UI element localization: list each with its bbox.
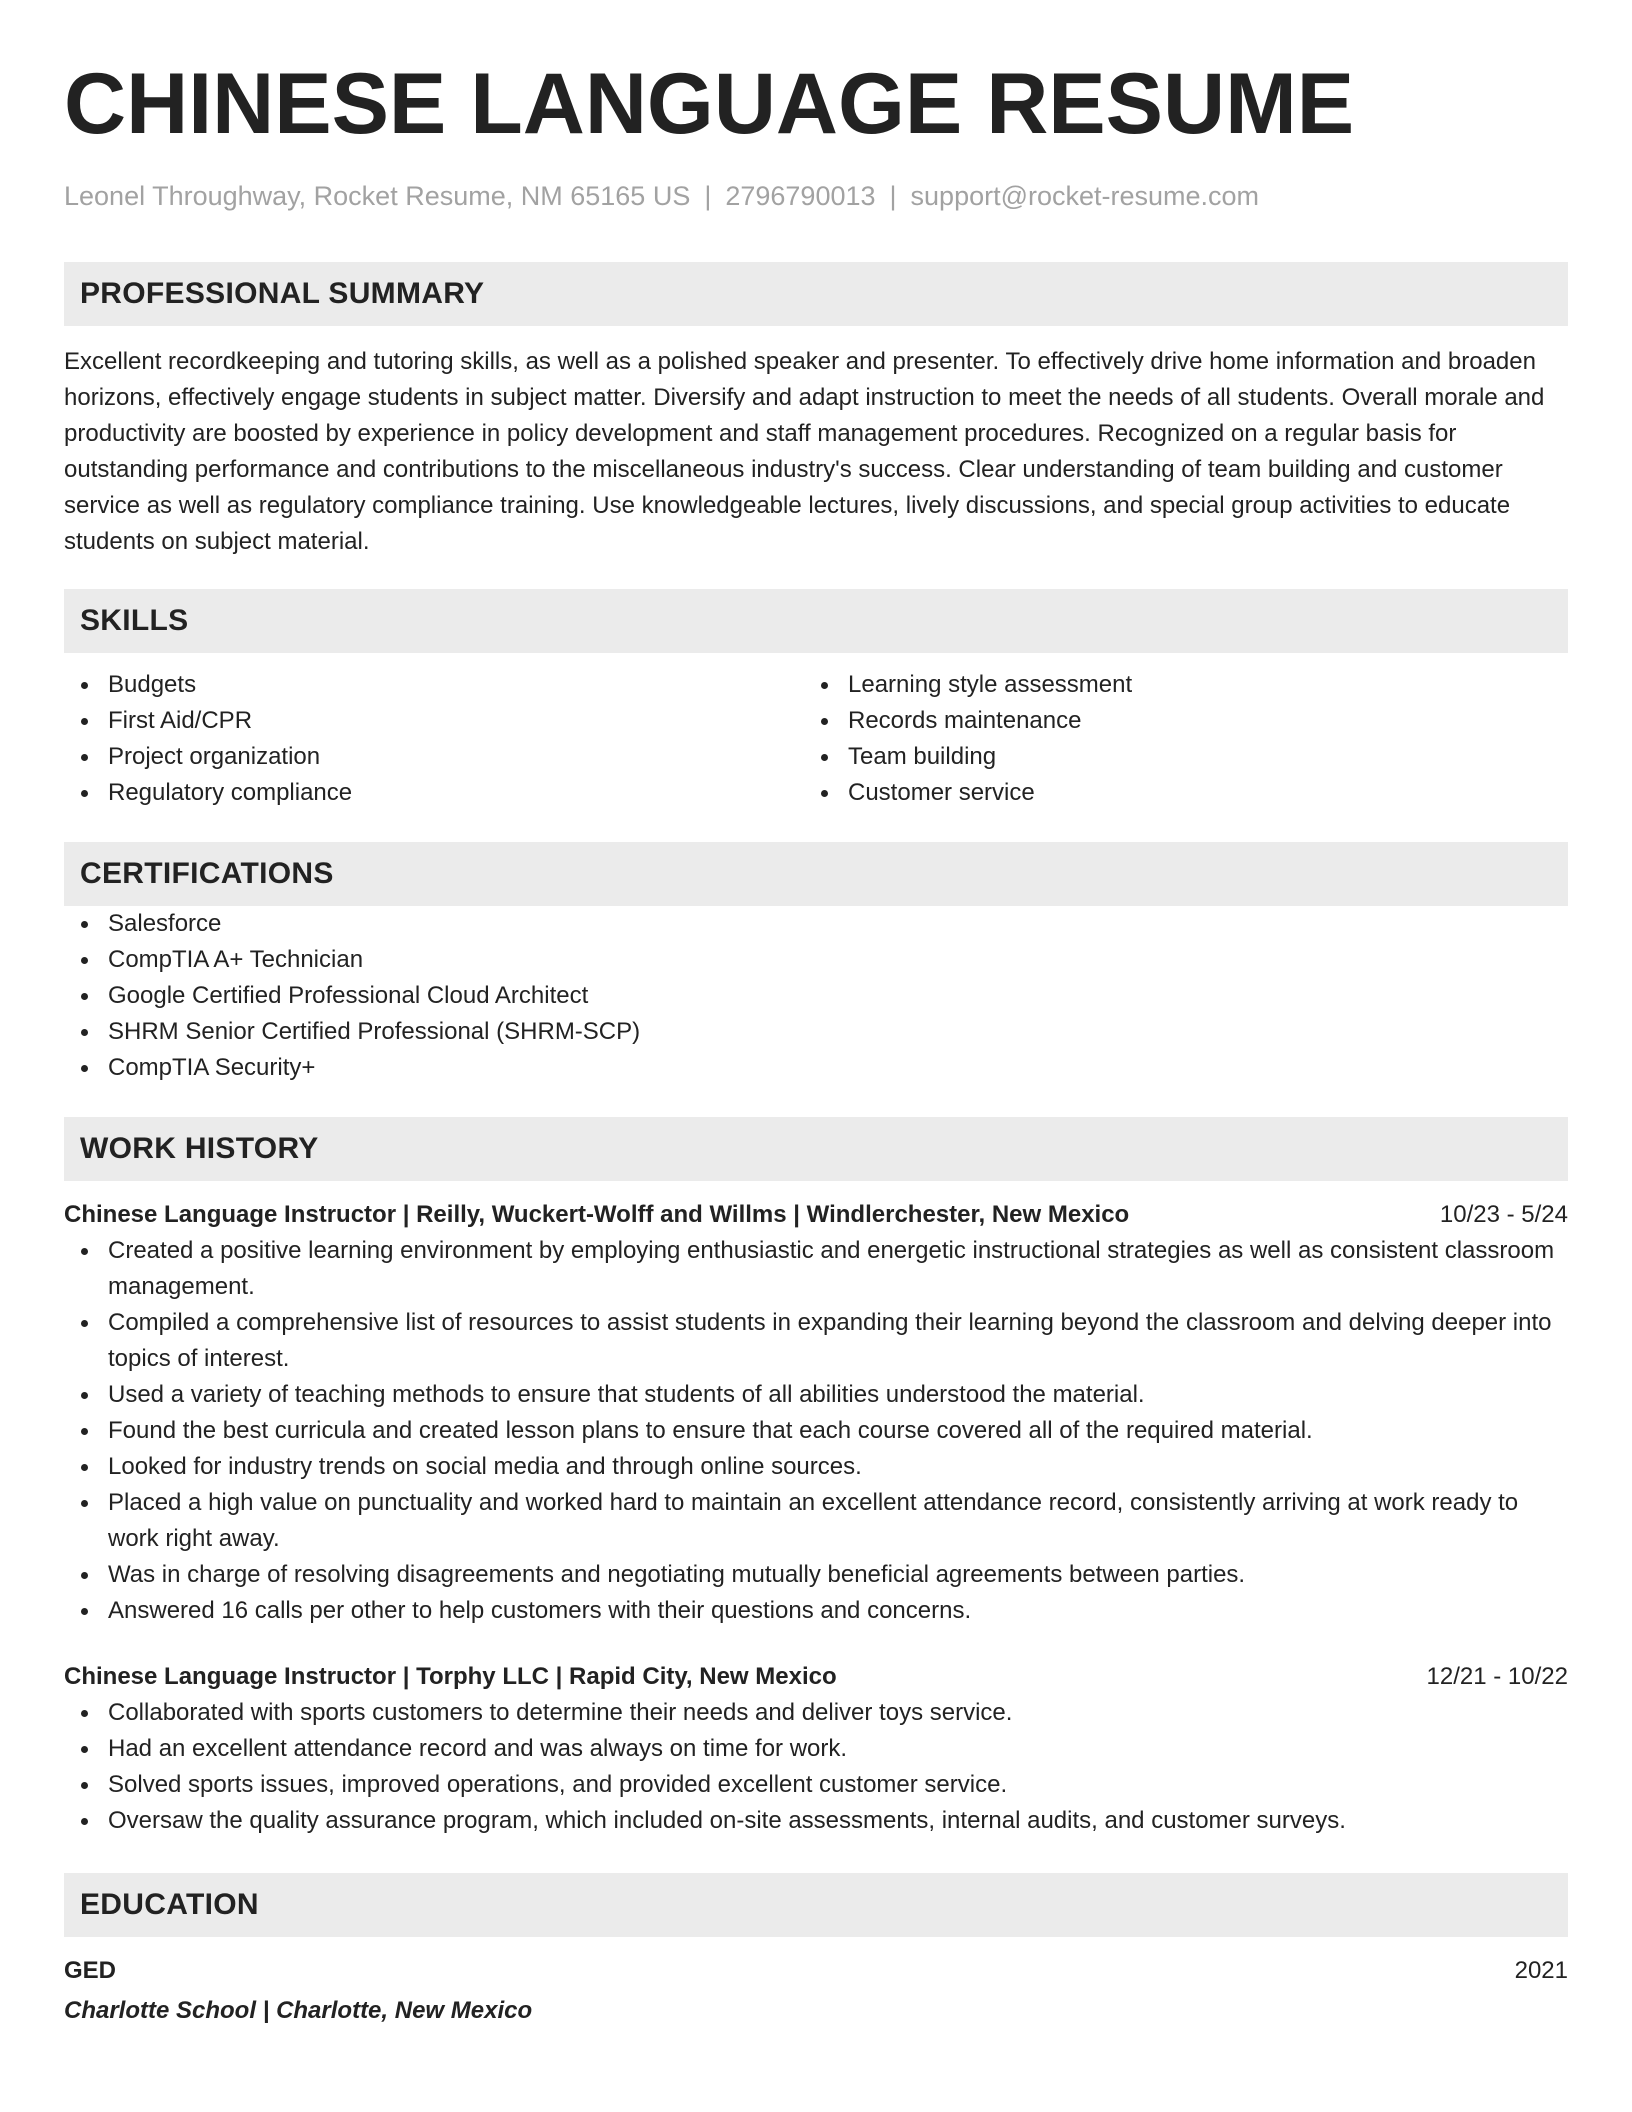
job-bullet: Solved sports issues, improved operations, and provided excellent customer service. [64, 1767, 1568, 1803]
certification-item: Google Certified Professional Cloud Architect [64, 978, 1568, 1014]
skill-item: Project organization [64, 739, 804, 775]
certifications-list [64, 906, 1568, 1086]
skill-item: Customer service [804, 775, 1544, 811]
skills-list [64, 667, 1568, 811]
skill-item: First Aid/CPR [64, 703, 804, 739]
job-header [64, 1197, 1568, 1233]
skills-column-right [804, 667, 1544, 811]
job-bullet: Looked for industry trends on social media and through online sources. [64, 1449, 1568, 1485]
job-title: Chinese Language Instructor | Torphy LLC | Rapid City, New Mexico [64, 1663, 837, 1690]
section-header-summary: PROFESSIONAL SUMMARY [64, 262, 1568, 326]
job-bullet: Oversaw the quality assurance program, which included on-site assessments, internal audits, and customer surveys. [64, 1803, 1568, 1839]
section-header-education: EDUCATION [64, 1873, 1568, 1937]
job-bullet: Answered 16 calls per other to help customers with their questions and concerns. [64, 1593, 1568, 1629]
job-title: Chinese Language Instructor | Reilly, Wuckert-Wolff and Willms | Windlerchester, New Mexico [64, 1201, 1130, 1228]
certification-item: CompTIA A+ Technician [64, 942, 1568, 978]
resume-title: CHINESE LANGUAGE RESUME [64, 56, 1355, 152]
section-header-certifications: CERTIFICATIONS [64, 842, 1568, 906]
section-header-work-history: WORK HISTORY [64, 1117, 1568, 1181]
section-header-skills: SKILLS [64, 589, 1568, 653]
education-school: Charlotte School | Charlotte, New Mexico [64, 1997, 533, 2024]
job-dates: 10/23 - 5/24 [1439, 1201, 1568, 1228]
skill-item: Learning style assessment [804, 667, 1544, 703]
summary-text: Excellent recordkeeping and tutoring skills, as well as a polished speaker and presenter. To effectively drive home information and broaden horizons, effectively engage students in subject matter. Diversify and adapt instruction to meet the needs of all students. Overall morale and productivity are boosted by experience in policy development and staff management procedures. Recognized on a regular basis for outstanding performance and contributions to the miscellaneous industry's success. Clear understanding of team building and customer service as well as regulatory compliance training. Use knowledgeable lectures, lively discussions, and special group activities to educate students on subject material. [64, 348, 1545, 555]
contact-separator: | [889, 181, 897, 211]
education-year: 2021 [1514, 1957, 1568, 1984]
job-bullet: Placed a high value on punctuality and worked hard to maintain an excellent attendance record, consistently arriving at work ready to work right away. [64, 1485, 1568, 1557]
job-entry [64, 1197, 1568, 1629]
job-bullet: Used a variety of teaching methods to ensure that students of all abilities understood the material. [64, 1377, 1568, 1413]
certification-item: Salesforce [64, 906, 1568, 942]
skill-item: Budgets [64, 667, 804, 703]
job-bullet: Had an excellent attendance record and was always on time for work. [64, 1731, 1568, 1767]
education-header [64, 1953, 1568, 1989]
contact-phone: 2796790013 [725, 181, 876, 211]
contact-address: Leonel Throughway, Rocket Resume, NM 65165 US [64, 181, 691, 211]
contact-separator: | [704, 181, 712, 211]
job-bullet: Compiled a comprehensive list of resources to assist students in expanding their learning beyond the classroom and delving deeper into topics of interest. [64, 1305, 1568, 1377]
job-bullet: Found the best curricula and created lesson plans to ensure that each course covered all of the required material. [64, 1413, 1568, 1449]
job-bullets [64, 1233, 1568, 1629]
skill-item: Records maintenance [804, 703, 1544, 739]
skills-column-left [64, 667, 804, 811]
skill-item: Regulatory compliance [64, 775, 804, 811]
job-bullets [64, 1695, 1568, 1839]
certification-item: CompTIA Security+ [64, 1050, 1568, 1086]
skill-item: Team building [804, 739, 1544, 775]
contact-line [64, 180, 1568, 212]
job-bullet: Created a positive learning environment by employing enthusiastic and energetic instructional strategies as well as consistent classroom management. [64, 1233, 1568, 1305]
contact-email: support@rocket-resume.com [910, 181, 1260, 211]
job-header [64, 1659, 1568, 1695]
job-bullet: Was in charge of resolving disagreements and negotiating mutually beneficial agreements between parties. [64, 1557, 1568, 1593]
job-dates: 12/21 - 10/22 [1426, 1663, 1568, 1690]
job-bullet: Collaborated with sports customers to determine their needs and deliver toys service. [64, 1695, 1568, 1731]
certification-item: SHRM Senior Certified Professional (SHRM-SCP) [64, 1014, 1568, 1050]
education-degree: GED [64, 1957, 117, 1984]
job-entry [64, 1659, 1568, 1839]
